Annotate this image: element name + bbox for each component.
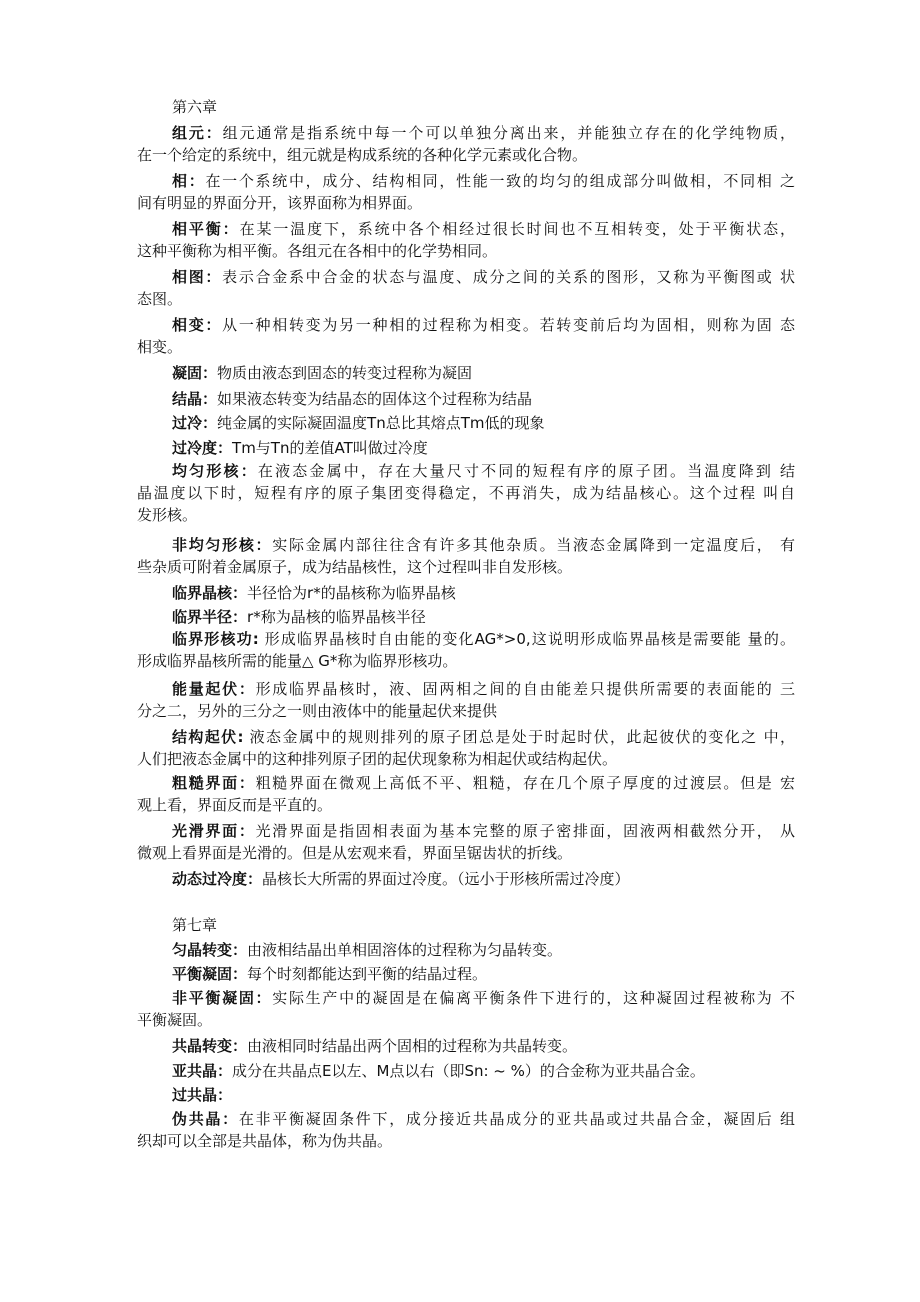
- definition-line: [137, 606, 795, 628]
- term: 相图: [172, 268, 206, 286]
- definition-text: 成分在共晶点E以左、M点以右（即Sn: ~ %）的合金称为亚共晶合金。: [232, 1062, 705, 1080]
- definition-相变: [137, 314, 795, 358]
- definition-line: [137, 122, 795, 144]
- term-separator: ：: [217, 1086, 233, 1104]
- definition-line: [137, 218, 795, 240]
- definition-均匀形核: [137, 460, 795, 526]
- term: 共晶转变: [172, 1037, 233, 1055]
- definition-line: [137, 460, 795, 482]
- term-separator: ：: [240, 462, 258, 480]
- term: 相: [172, 172, 189, 190]
- definition-line: [137, 772, 795, 794]
- term: 相平衡: [172, 220, 223, 238]
- definition-text: 粗糙界面在微观上高低不平、粗糙，存在几个原子厚度的过渡层。但是 宏: [255, 774, 795, 792]
- definition-line: [137, 1035, 795, 1057]
- definition-text: 在非平衡凝固条件下，成分接近共晶成分的亚共晶或过共晶合金，凝固后 组: [238, 1110, 795, 1128]
- definition-相平衡: [137, 218, 795, 262]
- definition-text: 每个时刻都能达到平衡的结晶过程。: [247, 965, 488, 983]
- definition-text: 物质由液态到固态的转变过程称为凝固: [217, 364, 473, 382]
- term: 动态过冷度: [172, 870, 248, 888]
- definition-非均匀形核: [137, 534, 795, 578]
- definition-line: [137, 266, 795, 288]
- definition-text: 半径恰为r*的晶核称为临界晶核: [247, 584, 456, 602]
- term: 结晶: [172, 390, 203, 408]
- chapter-heading: 第七章: [172, 916, 218, 934]
- definition-text: 从一种相转变为另一种相的过程称为相变。若转变前后均为固相，则称为固 态: [222, 316, 795, 334]
- definition-line: 分之二，另外的三分之一则由液体中的能量起伏来提供: [137, 702, 498, 720]
- definition-line: 这种平衡称为相平衡。各组元在各相中的化学势相同。: [137, 242, 498, 260]
- definition-共晶转变: [137, 1035, 795, 1057]
- definition-过共晶: [137, 1084, 795, 1106]
- definition-结晶: [137, 388, 795, 410]
- definition-line: [137, 534, 795, 556]
- definition-非平衡凝固: [137, 987, 795, 1031]
- term: 过冷: [172, 414, 203, 432]
- definition-line: [137, 412, 795, 434]
- term: 过冷度: [172, 439, 218, 457]
- definition-相: [137, 170, 795, 214]
- definition-line: [137, 582, 795, 604]
- term-separator: ：: [232, 965, 248, 983]
- definition-组元: [137, 122, 795, 166]
- definition-光滑界面: [137, 820, 795, 864]
- definition-line: 态图。: [137, 290, 183, 308]
- term-separator: ：: [232, 941, 248, 959]
- definition-line: 织却可以全部是共晶体，称为伪共晶。: [137, 1132, 393, 1150]
- term-separator: :: [237, 728, 244, 746]
- definition-line: 人们把液态金属中的这种排列原子团的起伏现象称为相起伏或结构起伏。: [137, 750, 618, 768]
- definition-text: 在一个系统中，成分、结构相同，性能一致的均匀的组成部分叫做相，不同相 之: [205, 172, 795, 190]
- definition-text: 组元通常是指系统中每一个可以单独分离出来，并能独立存在的化学纯物质，: [222, 124, 795, 142]
- definition-text: 实际生产中的凝固是在偏离平衡条件下进行的，这种凝固过程被称为 不: [272, 989, 795, 1007]
- term-separator: ：: [232, 1037, 248, 1055]
- term: 结构起伏: [172, 728, 238, 746]
- term-separator: ：: [255, 536, 273, 554]
- definition-line: [137, 987, 795, 1009]
- definition-过冷度: [137, 437, 795, 459]
- term-separator: ：: [238, 774, 256, 792]
- term-separator: ：: [232, 584, 248, 602]
- term-separator: ：: [202, 364, 218, 382]
- term-separator: ：: [247, 870, 263, 888]
- definition-text: 形成临界晶核时，液、固两相之间的自由能差只提供所需要的表面能的 三: [255, 680, 795, 698]
- definition-text: 纯金属的实际凝固温度Tn总比其熔点Tm低的现象: [217, 414, 545, 432]
- definition-临界形核功: [137, 628, 795, 672]
- definition-临界晶核: [137, 582, 795, 604]
- definition-text: 形成临界晶核时自由能的变化AG*>0,这说明形成临界晶核是需要能 量的。: [258, 630, 795, 648]
- definition-line: [137, 1060, 795, 1082]
- term: 非均匀形核: [172, 536, 256, 554]
- definition-line: [137, 726, 795, 748]
- definition-line: 观上看，界面反而是平直的。: [137, 796, 333, 814]
- definition-匀晶转变: [137, 939, 795, 961]
- definition-text: 如果液态转变为结晶态的固体这个过程称为结晶: [217, 390, 533, 408]
- term: 临界半径: [172, 608, 233, 626]
- term: 临界形核功: [172, 630, 253, 648]
- definition-line: 微观上看界面是光滑的。但是从宏观来看，界面呈锯齿状的折线。: [137, 844, 573, 862]
- term: 过共晶: [172, 1086, 218, 1104]
- term: 相变: [172, 316, 206, 334]
- term: 光滑界面: [172, 822, 239, 840]
- definition-line: [137, 362, 795, 384]
- term: 组元: [172, 124, 206, 142]
- definition-line: [137, 314, 795, 336]
- definition-text: 实际金属内部往往含有许多其他杂质。当液态金属降到一定温度后， 有: [272, 536, 795, 554]
- term-separator: ：: [222, 1110, 239, 1128]
- definition-临界半径: [137, 606, 795, 628]
- definition-line: 在一个给定的系统中，组元就是构成系统的各种化学元素或化合物。: [137, 146, 588, 164]
- term-separator: ：: [202, 414, 218, 432]
- definition-line: [137, 939, 795, 961]
- definition-line: [137, 628, 795, 650]
- definition-text: 在某一温度下，系统中各个相经过很长时间也不互相转变，处于平衡状态，: [239, 220, 795, 238]
- definition-相图: [137, 266, 795, 310]
- definition-text: r*称为晶核的临界晶核半径: [247, 608, 426, 626]
- term: 临界晶核: [172, 584, 233, 602]
- definition-line: [137, 1084, 795, 1106]
- definition-粗糙界面: [137, 772, 795, 816]
- definition-line: 间有明显的界面分开，该界面称为相界面。: [137, 194, 423, 212]
- term-separator: ：: [205, 316, 223, 334]
- term: 伪共晶: [172, 1110, 223, 1128]
- term: 粗糙界面: [172, 774, 239, 792]
- term-separator: ：: [205, 268, 223, 286]
- term-separator: ：: [222, 220, 240, 238]
- definition-过冷: [137, 412, 795, 434]
- term-separator: ：: [205, 124, 223, 142]
- definition-line: 平衡凝固。: [137, 1011, 213, 1029]
- definition-能量起伏: [137, 678, 795, 722]
- definition-line: [137, 868, 795, 890]
- definition-亚共晶: [137, 1060, 795, 1082]
- definition-line: [137, 678, 795, 700]
- definition-line: 相变。: [137, 338, 183, 356]
- term: 能量起伏: [172, 680, 239, 698]
- definition-line: [137, 388, 795, 410]
- term-separator: ：: [217, 439, 233, 457]
- definition-text: 由液相同时结晶出两个固相的过程称为共晶转变。: [247, 1037, 578, 1055]
- definition-结构起伏: [137, 726, 795, 770]
- definition-text: 在液态金属中，存在大量尺寸不同的短程有序的原子团。当温度降到 结: [257, 462, 795, 480]
- definition-line: [137, 170, 795, 192]
- term-separator: ：: [188, 172, 206, 190]
- chapter-heading: 第六章: [172, 98, 218, 116]
- definition-text: 晶核长大所需的界面过冷度。（远小于形核所需过冷度）: [262, 870, 630, 888]
- definition-text: 由液相结晶出单相固溶体的过程称为匀晶转变。: [247, 941, 563, 959]
- definition-line: 发形核。: [137, 506, 198, 524]
- term-separator: ：: [238, 822, 256, 840]
- definition-伪共晶: [137, 1108, 795, 1152]
- term-separator: :: [252, 630, 259, 648]
- definition-text: 液态金属中的规则排列的原子团总是处于时起时伏，此起彼伏的变化之 中，: [243, 728, 795, 746]
- term: 凝固: [172, 364, 203, 382]
- term: 均匀形核: [172, 462, 241, 480]
- term: 匀晶转变: [172, 941, 233, 959]
- definition-凝固: [137, 362, 795, 384]
- definition-平衡凝固: [137, 963, 795, 985]
- definition-text: 光滑界面是指固相表面为基本完整的原子密排面，固液两相截然分开， 从: [255, 822, 795, 840]
- term-separator: ：: [255, 989, 273, 1007]
- definition-line: 形成临界晶核所需的能量△ G*称为临界形核功。: [137, 652, 458, 670]
- term-separator: ：: [238, 680, 256, 698]
- definition-line: [137, 437, 795, 459]
- term-separator: ：: [217, 1062, 233, 1080]
- term: 亚共晶: [172, 1062, 218, 1080]
- definition-line: 晶温度以下时，短程有序的原子集团变得稳定，不再消失，成为结晶核心。这个过程 叫自: [137, 484, 795, 502]
- term: 平衡凝固: [172, 965, 233, 983]
- definition-line: 些杂质可附着金属原子，成为结晶核性，这个过程叫非自发形核。: [137, 558, 573, 576]
- term: 非平衡凝固: [172, 989, 256, 1007]
- definition-line: [137, 1108, 795, 1130]
- definition-line: [137, 963, 795, 985]
- definition-text: Tm与Tn的差值AT叫做过冷度: [232, 439, 428, 457]
- definition-动态过冷度: [137, 868, 795, 890]
- term-separator: ：: [232, 608, 248, 626]
- term-separator: ：: [202, 390, 218, 408]
- definition-line: [137, 820, 795, 842]
- definition-text: 表示合金系中合金的状态与温度、成分之间的关系的图形，又称为平衡图或 状: [222, 268, 795, 286]
